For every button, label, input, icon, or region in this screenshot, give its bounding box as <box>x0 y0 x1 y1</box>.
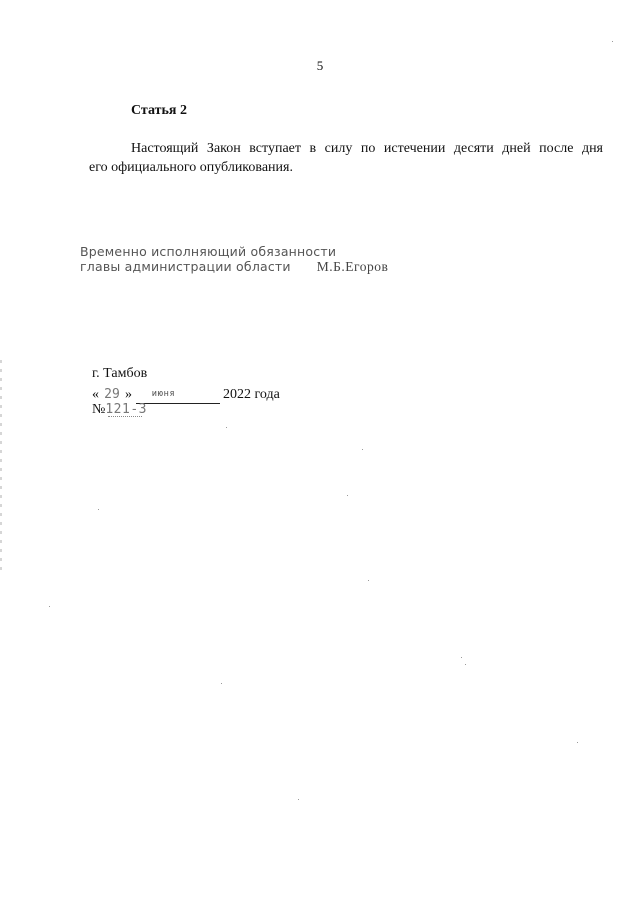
scan-speck <box>221 683 222 684</box>
scan-speck <box>461 657 462 658</box>
date-day-stamp: 29 <box>104 387 120 402</box>
article-heading: Статья 2 <box>131 103 187 118</box>
signatory-title-line-2-row <box>80 259 388 274</box>
scan-speck <box>49 606 50 607</box>
scan-edge-artifact <box>0 360 2 570</box>
signature-block <box>80 244 388 274</box>
scan-speck <box>98 509 99 510</box>
scan-speck <box>465 664 466 665</box>
scan-speck <box>362 449 363 450</box>
law-number-underline <box>108 416 142 417</box>
signatory-title-line-2: главы администрации области <box>80 259 291 274</box>
page-number: 5 <box>316 58 324 73</box>
date-month-field <box>136 387 220 404</box>
date-year: 2022 года <box>223 387 280 402</box>
scan-speck <box>298 799 299 800</box>
scan-speck <box>347 495 348 496</box>
article-text-line-1: Настоящий Закон вступает в силу по истечении десяти дней после дня <box>131 141 603 156</box>
signatory-name: М.Б.Егоров <box>316 259 389 274</box>
date-open-quote: « <box>92 387 99 402</box>
place-of-signing: г. Тамбов <box>92 366 148 381</box>
date-close-quote: » <box>125 387 132 402</box>
scan-speck <box>577 742 578 743</box>
law-number-stamp: 121-З <box>105 402 147 417</box>
scan-speck <box>612 41 613 42</box>
date-month-stamp: июня <box>151 389 176 399</box>
signatory-title-line-1: Временно исполняющий обязанности <box>80 244 337 259</box>
scan-speck <box>226 427 227 428</box>
article-text-line-2: его официального опубликования. <box>89 160 293 175</box>
law-number-prefix: № <box>92 402 106 417</box>
scan-speck <box>368 580 369 581</box>
